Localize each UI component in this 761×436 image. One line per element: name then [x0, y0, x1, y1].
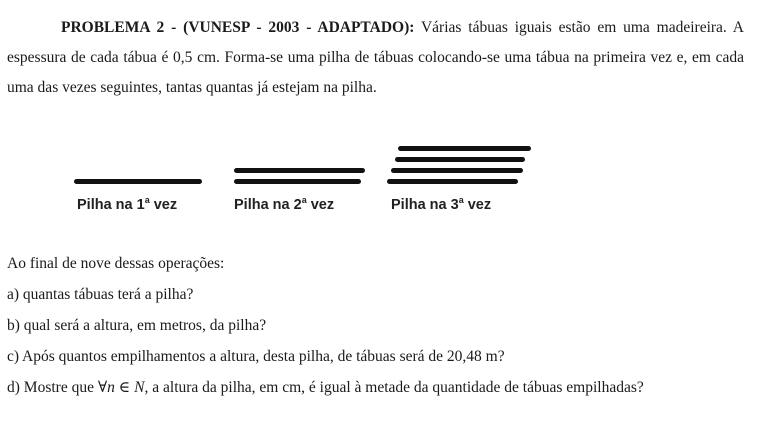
caption-stack-3: Pilha na 3$^a$ vez [391, 195, 492, 213]
question-b: b) qual será a altura, em metros, da pilha? [7, 317, 267, 334]
plank-3-4 [387, 179, 518, 184]
questions-prompt: Ao final de nove dessas operações: [7, 255, 225, 272]
question-a: a) quantas tábuas terá a pilha? [7, 286, 194, 303]
problem-statement [7, 13, 744, 103]
plank-3-1 [398, 146, 531, 151]
stack-figure [0, 140, 761, 220]
problem-text: Várias tábuas iguais estão em uma madeireira. A espessura de cada tábua é 0,5 cm. Forma-se uma pilha de tábuas colocando-se uma tábua na primeira vez e, em cada uma das vezes seguintes, tantas quantas já estejam na pilha. [7, 19, 744, 96]
plank-3-3 [391, 168, 523, 173]
plank-2-1 [234, 168, 365, 173]
question-d: d) Mostre que ∀n ∈ N, a altura da pilha, em cm, é igual à metade da quantidade de tábuas empilhadas? [7, 379, 644, 396]
plank-1-1 [74, 179, 202, 184]
plank-2-2 [234, 179, 361, 184]
question-c: c) Após quantos empilhamentos a altura, desta pilha, de tábuas será de 20,48 m? [7, 348, 505, 365]
plank-3-2 [395, 157, 525, 162]
problem-title: PROBLEMA 2 - (VUNESP - 2003 - ADAPTADO): [61, 19, 415, 36]
math-expression: ∀n ∈ N [97, 379, 145, 396]
caption-stack-2: Pilha na 2$^a$ vez [234, 195, 335, 213]
caption-stack-1: Pilha na 1$^a$ vez [77, 195, 178, 213]
